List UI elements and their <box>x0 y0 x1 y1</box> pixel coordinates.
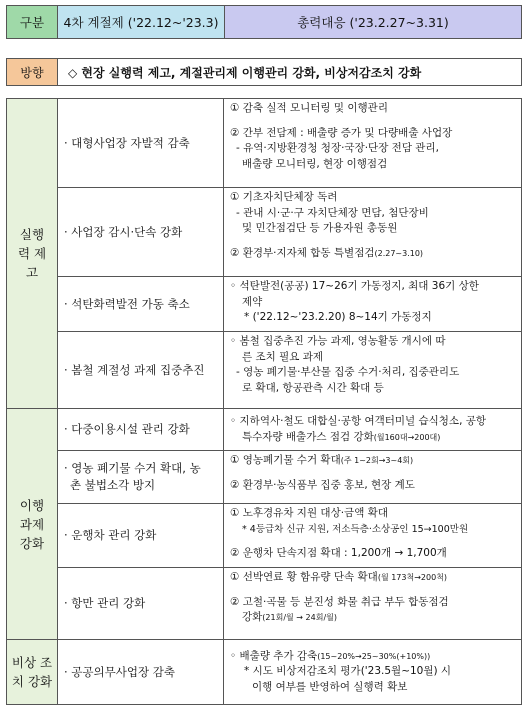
table-row <box>7 504 522 568</box>
header-response-title: 총력대응 <box>297 15 346 30</box>
detail-line: ◦ 지하역사·철도 대합실·공항 여객터미널 습식청소, 공항 <box>230 415 487 427</box>
header-season-title: 4차 계절제 <box>63 15 124 30</box>
detail-line: 른 조치 필요 과제 <box>242 350 324 363</box>
detail-line: * ('22.12~'23.2.20) 8~14기 가동정지 <box>244 311 432 323</box>
table-row <box>7 568 522 640</box>
detail-note: (월 173척→200척) <box>377 573 448 582</box>
detail-text: ② 환경부·지자체 합동 특별점검 <box>230 246 375 259</box>
detail-public-workplaces <box>224 640 522 705</box>
detail-public-facilities <box>224 409 522 451</box>
detail-line: ◦ 석탄발전(공공) 17~26기 가동정지, 최대 36기 상한 <box>230 280 479 292</box>
header-response-period: ('23.2.27~3.31) <box>349 15 449 30</box>
section-implementation-label: 이행 과제 강화 <box>19 497 45 551</box>
detail-line: ① 감축 실적 모니터링 및 이행관리 <box>230 102 388 114</box>
detail-note: (월160대→200대) <box>373 432 441 442</box>
detail-line: 이행 여부를 반영하여 실행력 확보 <box>252 680 408 693</box>
section-emergency <box>7 640 58 705</box>
detail-text: ① 영농폐기물 수거 확대 <box>230 454 341 466</box>
task-farm-waste <box>58 451 224 504</box>
header-season-period: ('22.12~'23.3) <box>127 15 219 30</box>
table-row <box>7 332 522 409</box>
header-table <box>6 5 522 39</box>
task-inspection: · 사업장 감시·단속 강화 <box>58 188 224 277</box>
detail-line: 및 민간점검단 등 가용자원 총동원 <box>242 222 398 234</box>
detail-note: (15~20%→25~30%(+10%)) <box>317 651 431 661</box>
section-emergency-label: 비상 조치 강화 <box>11 655 53 689</box>
header-total-response <box>225 6 522 39</box>
direction-label: 방향 <box>7 59 58 86</box>
table-row <box>7 99 522 188</box>
table-row <box>7 188 522 277</box>
detail-note: (21회/월 → 24회/월) <box>262 613 337 622</box>
detail-port <box>224 568 522 640</box>
detail-note: (주 1~2회→3~4회) <box>340 456 414 465</box>
task-line: 촌 불법소각 방지 <box>70 478 156 492</box>
detail-line: - 유역·지방환경청 청장·국장·단장 전담 관리, <box>236 142 439 154</box>
section-implementation <box>7 409 58 640</box>
detail-line: * 4등급차 신규 지원, 저소득층·소상공인 15→100만원 <box>242 523 469 535</box>
direction-text: ◇ 현장 실행력 제고, 계절관리제 이행관리 강화, 비상저감조치 강화 <box>58 59 522 86</box>
detail-text: 특수자량 배출가스 점검 강화 <box>242 430 374 443</box>
task-public-facilities: · 다중이용시설 관리 강화 <box>58 409 224 451</box>
task-large-workplace: · 대형사업장 자발적 감축 <box>58 99 224 188</box>
detail-spring-seasonal <box>224 332 522 409</box>
detail-line <box>230 610 517 626</box>
detail-text: ① 선박연료 황 함유량 단속 확대 <box>230 571 378 583</box>
detail-note: (2.27~3.10) <box>374 248 424 258</box>
header-season <box>58 6 225 39</box>
table-row <box>7 451 522 504</box>
detail-line: ② 환경부·농식품부 집중 홍보, 현장 계도 <box>230 478 415 491</box>
task-vehicles: · 운행차 관리 강화 <box>58 504 224 568</box>
direction-table <box>6 58 522 86</box>
detail-line: ② 간부 전담제 : 배출량 증가 및 다량배출 사업장 <box>230 126 453 139</box>
task-spring-seasonal: · 봄철 계절성 과제 집중추진 <box>58 332 224 409</box>
table-row <box>7 277 522 332</box>
table-row <box>7 640 522 705</box>
detail-line <box>230 453 517 469</box>
detail-inspection <box>224 188 522 277</box>
detail-text: ◦ 배출량 추가 감축 <box>230 649 318 662</box>
detail-line: * 시도 비상저감조치 평가('23.5월~10월) 시 <box>244 665 452 678</box>
detail-farm-waste <box>224 451 522 504</box>
detail-line: ② 운행차 단속지점 확대 : 1,200개 → 1,700개 <box>230 547 447 559</box>
detail-line: - 영농 폐기물·부산물 집중 수거·처리, 집중관리도 <box>236 366 460 378</box>
detail-line: 로 확대, 항공관측 시간 확대 등 <box>242 381 384 394</box>
detail-line: 배출량 모니터링, 현장 이행점검 <box>242 157 388 170</box>
detail-line: ① 기초자치단체장 독려 <box>230 191 338 203</box>
detail-line <box>230 570 517 586</box>
section-execution <box>7 99 58 409</box>
detail-line: ◦ 봄철 집중추진 가능 과제, 영농활동 개시에 따 <box>230 335 446 347</box>
task-coal-power: · 석탄화력발전 가동 축소 <box>58 277 224 332</box>
task-public-workplaces: · 공공의무사업장 감축 <box>58 640 224 705</box>
detail-line: ② 고철·곡물 등 분진성 화물 취급 부두 합동점검 <box>230 595 449 608</box>
detail-line: - 관내 시·군·구 자치단체장 면담, 첨단장비 <box>236 206 429 219</box>
detail-line <box>230 649 517 665</box>
task-line: · 영농 폐기물 수거 확대, 농 <box>64 461 201 475</box>
detail-line <box>230 430 517 446</box>
detail-text: 강화 <box>242 611 263 623</box>
detail-line: ① 노후경유차 지원 대상·금액 확대 <box>230 507 388 519</box>
task-port: · 항만 관리 강화 <box>58 568 224 640</box>
detail-line <box>230 246 517 262</box>
measures-table <box>6 98 522 705</box>
section-execution-label: 실행력 제고 <box>17 227 47 280</box>
detail-line: 제약 <box>242 295 263 308</box>
header-category: 구분 <box>7 6 58 39</box>
detail-coal-power <box>224 277 522 332</box>
detail-vehicles <box>224 504 522 568</box>
table-row <box>7 409 522 451</box>
detail-large-workplace <box>224 99 522 188</box>
